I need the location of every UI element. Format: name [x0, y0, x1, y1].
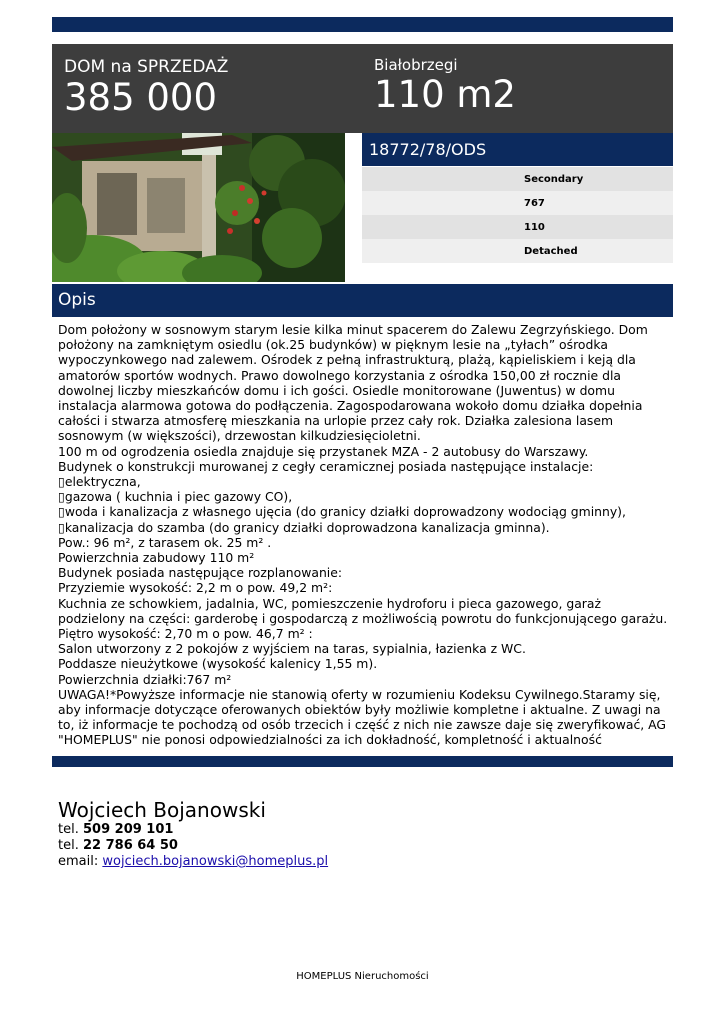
attribute-building-type: Detached	[524, 246, 578, 257]
description-line: Powierzchnia zabudowy 110 m²	[58, 550, 255, 566]
listing-header	[52, 44, 673, 133]
description-line: Pow.: 96 m², z tarasem ok. 25 m² .	[58, 534, 272, 550]
top-accent-bar	[52, 17, 673, 32]
description-line: ▯kanalizacja do szamba (do granicy działki doprowadzona kanalizacja gminna).	[58, 519, 550, 535]
description-line: Budynek o konstrukcji murowanej z cegły ceramicznej posiada następujące instalacje:	[58, 458, 594, 474]
description-line: Dom położony w sosnowym starym lesie kilka minut spacerem do Zalewu Zegrzyńskiego. Dom położony na zamkniętym osiedlu (ok.25 budynków) w pięknym lesie na „tyłach” ośrodka wypoczynkowego nad zalewem. Ośrodek z pełną infrastrukturą, plażą, kąpieliskiem i keją dla amatorów sportów wodnych. Prawo dowolnego korzystania z ośrodka 150,00 zł rocznie dla dowolnej liczby mieszkańców domu i ich gości. Osiedle monitorowane (Juwentus) w domu instalacja alarmowa gotowa do podłączenia. Zagospodarowana wokoło domu działka dopełnia całości i stwarza atmosferę mieszkania na urlopie przez cały rok. Działka zalesiona lasem sosnowym (w większości), drzewostan kilkudziesięcioletni.	[58, 322, 648, 444]
attribute-house-area: 110	[524, 222, 545, 233]
description-line: Salon utworzony z 2 pokojów z wyjściem na taras, sypialnia, łazienka z WC.	[58, 641, 526, 657]
agent-phone-2: tel. 22 786 64 50	[58, 838, 178, 853]
description-body	[58, 322, 670, 748]
bottom-accent-bar	[52, 756, 673, 767]
attribute-market: Secondary	[524, 174, 584, 185]
footer-company: HOMEPLUS Nieruchomości	[296, 971, 429, 982]
description-line: ▯woda i kanalizacja z własnego ujęcia (do granicy działki doprowadzony wodociąg gminny),	[58, 504, 626, 520]
description-line: Kuchnia ze schowkiem, jadalnia, WC, pomieszczenie hydroforu i pieca gazowego, garaż podzielony na części: garderobę i gospodarczą z możliwością powrotu do funkcjonującego garażu.	[58, 595, 668, 626]
attribute-row	[362, 167, 673, 191]
attribute-row	[362, 239, 673, 263]
listing-reference: 18772/78/ODS	[369, 140, 487, 159]
missing-glyph-icon: ▯	[58, 489, 65, 505]
description-line: Poddasze nieużytkowe (wysokość kalenicy 1,55 m).	[58, 656, 378, 672]
description-title: Opis	[58, 290, 96, 310]
phone-number: 509 209 101	[82, 822, 174, 837]
property-photo	[52, 133, 345, 282]
missing-glyph-icon: ▯	[58, 504, 65, 520]
house-garden-image	[52, 133, 345, 282]
description-line: Piętro wysokość: 2,70 m o pow. 46,7 m² :	[58, 626, 313, 642]
agent-email: email: wojciech.bojanowski@homeplus.pl	[58, 854, 329, 869]
reference-bar	[362, 133, 673, 166]
agent-phone-1: tel. 509 209 101	[58, 822, 174, 837]
description-line: Przyziemie wysokość: 2,2 m o pow. 49,2 m²:	[58, 580, 333, 596]
description-header	[52, 284, 673, 317]
listing-price: 385 000	[64, 76, 218, 119]
agent-name: Wojciech Bojanowski	[58, 798, 266, 822]
missing-glyph-icon: ▯	[58, 474, 65, 490]
description-line: ▯elektryczna,	[58, 474, 141, 490]
missing-glyph-icon: ▯	[58, 519, 65, 535]
listing-type: DOM na SPRZEDAŻ	[64, 57, 229, 77]
description-line: 100 m od ogrodzenia osiedla znajduje się przystanek MZA - 2 autobusy do Warszawy.	[58, 443, 589, 459]
listing-city: Białobrzegi	[374, 56, 458, 74]
attribute-plot-area: 767	[524, 198, 545, 209]
attribute-row	[362, 191, 673, 215]
attribute-row	[362, 215, 673, 239]
phone-number: 22 786 64 50	[82, 838, 178, 853]
description-line: ▯gazowa ( kuchnia i piec gazowy CO),	[58, 489, 293, 505]
description-line: Budynek posiada następujące rozplanowanie:	[58, 565, 343, 581]
description-line: Powierzchnia działki:767 m²	[58, 671, 232, 687]
description-line: UWAGA!*Powyższe informacje nie stanowią oferty w rozumieniu Kodeksu Cywilnego.Staramy się, aby informacje dotyczące oferowanych obiektów były możliwie kompletne i aktualne. Z uwagi na to, iż informacje te pochodzą od osób trzecich i część z nich nie zawsze daje się zweryfikować, AG "HOMEPLUS" nie ponosi odpowiedzialności za ich dokładność, kompletność i aktualność	[58, 686, 667, 748]
listing-area: 110 m2	[374, 73, 516, 116]
email-link[interactable]: wojciech.bojanowski@homeplus.pl	[102, 854, 329, 869]
